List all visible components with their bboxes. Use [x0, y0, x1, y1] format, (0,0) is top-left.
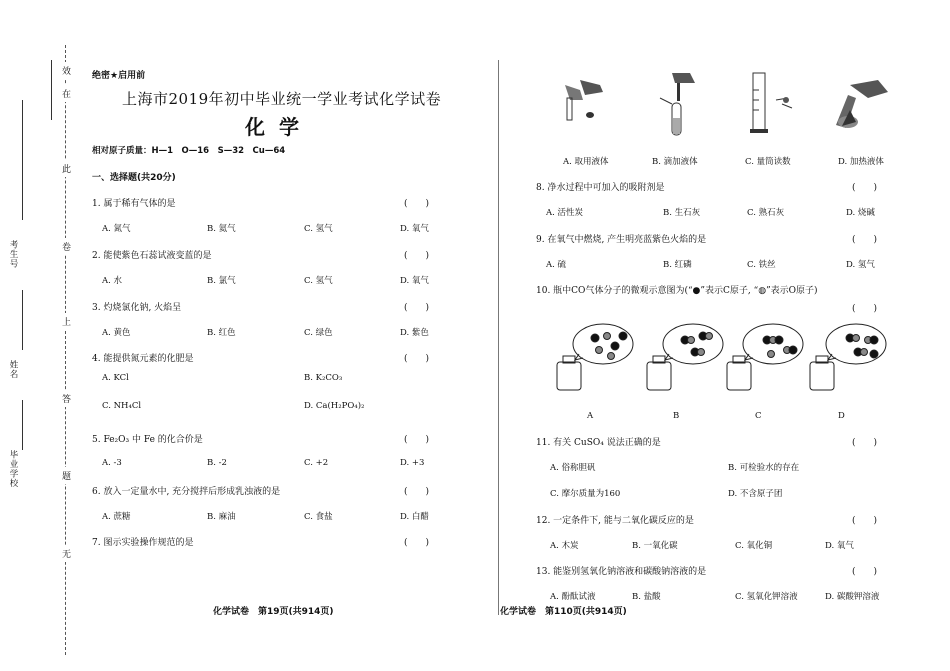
answer-option: B. -2 [207, 458, 227, 468]
q7-illustration-a [555, 70, 615, 130]
answer-option: B. 可检验水的存在 [728, 463, 800, 473]
answer-option: D. 白醋 [400, 512, 429, 522]
answer-option: C. 氢气 [304, 224, 333, 234]
q7-option: A. 取用液体 [563, 157, 609, 167]
answer-option: C. 绿色 [304, 328, 333, 338]
answer-paren: ( ) [852, 183, 878, 193]
question-stem: 10. 瓶中CO气体分子的微观示意图为(“●”表示C原子, “◍”表示O原子) [536, 286, 818, 296]
q7-option: D. 加热液体 [838, 157, 884, 167]
field-line-2 [22, 290, 23, 350]
answer-option: B. 氯气 [207, 276, 236, 286]
carbon-atom [870, 350, 878, 358]
oxygen-atom [768, 351, 775, 358]
oxygen-atom [706, 333, 713, 340]
subject-title: 化学 [245, 115, 313, 139]
seal-char: 在 [62, 85, 71, 102]
oxygen-atom [853, 335, 860, 342]
answer-option: D. 不含原子团 [728, 489, 783, 499]
oxygen-atom [604, 333, 611, 340]
q10-figure [645, 322, 725, 392]
question-stem: 11. 有关 CuSO₄ 说法正确的是 [536, 438, 661, 448]
answer-option: D. 氢气 [846, 260, 875, 270]
question-stem: 1. 属于稀有气体的是 [92, 199, 176, 209]
exam-title: 上海市2019年初中毕业统一学业考试化学试卷 [122, 90, 442, 108]
answer-paren: ( ) [404, 251, 430, 261]
footer-right: 化学试卷 第110页(共914页) [500, 607, 627, 617]
answer-option: B. 一氧化碳 [632, 541, 678, 551]
answer-paren: ( ) [852, 438, 878, 448]
carbon-atom [591, 334, 599, 342]
oxygen-atom [608, 353, 615, 360]
oxygen-atom [861, 349, 868, 356]
carbon-atom [789, 346, 797, 354]
answer-option: D. 紫色 [400, 328, 429, 338]
question-stem: 3. 灼烧氯化钠, 火焰呈 [92, 303, 182, 313]
answer-paren: ( ) [404, 435, 430, 445]
answer-option: A. -3 [102, 458, 122, 468]
answer-option: B. 盐酸 [632, 592, 661, 602]
answer-option: A. 蔗糖 [102, 512, 131, 522]
q10-figure [808, 322, 888, 392]
seal-char: 卷 [62, 238, 71, 255]
q7-option: C. 量筒读数 [745, 157, 791, 167]
answer-option: A. 硫 [546, 260, 567, 270]
q10-figure [555, 322, 635, 392]
q10-label: D [838, 411, 845, 421]
answer-option: C. 熟石灰 [747, 208, 785, 218]
oxygen-atom [688, 337, 695, 344]
q7-option: B. 滴加液体 [652, 157, 698, 167]
answer-paren: ( ) [852, 304, 878, 314]
answer-paren: ( ) [404, 538, 430, 548]
answer-option: C. 氢氧化钾溶液 [735, 592, 798, 602]
answer-option: C. 氢气 [304, 276, 333, 286]
section-heading: 一、选择题(共20分) [92, 173, 176, 183]
answer-paren: ( ) [852, 516, 878, 526]
field-exam-number: 考生号 [8, 240, 18, 269]
field-name: 姓名 [8, 360, 18, 379]
carbon-atom [775, 336, 783, 344]
answer-option: D. Ca(H₂PO₄)₂ [304, 401, 365, 411]
answer-option: D. 氧气 [400, 224, 429, 234]
seal-char: 答 [62, 390, 71, 407]
question-stem: 2. 能使紫色石蕊试液变蓝的是 [92, 251, 212, 261]
answer-option: B. 氦气 [207, 224, 236, 234]
answer-option: B. 红磷 [663, 260, 692, 270]
center-divider [498, 60, 499, 615]
secret-label: 绝密★启用前 [92, 71, 146, 81]
answer-paren: ( ) [404, 199, 430, 209]
answer-option: A. 黄色 [102, 328, 131, 338]
field-line-3 [22, 400, 23, 450]
seal-char: 题 [62, 467, 71, 484]
seal-char: 上 [62, 313, 71, 330]
carbon-atom [619, 332, 627, 340]
answer-option: B. 红色 [207, 328, 236, 338]
answer-option: C. 摩尔质量为160 [550, 489, 621, 499]
q7-illustration-d [828, 70, 893, 135]
answer-option: B. 麻油 [207, 512, 236, 522]
q7-illustration-c [748, 70, 798, 135]
q10-label: A [587, 411, 594, 421]
seal-char: 效 [62, 62, 71, 79]
answer-option: A. 水 [102, 276, 123, 286]
question-stem: 5. Fe₂O₃ 中 Fe 的化合价是 [92, 435, 203, 445]
answer-option: D. 碳酸钾溶液 [825, 592, 880, 602]
atomic-mass-note: 相对原子质量：H—1 O—16 S—32 Cu—64 [92, 146, 286, 156]
answer-option: D. 氧气 [825, 541, 854, 551]
question-stem: 6. 放入一定量水中, 充分搅拌后形成乳浊液的是 [92, 487, 281, 497]
carbon-atom [870, 336, 878, 344]
answer-option: A. 氮气 [102, 224, 131, 234]
field-school: 毕业学校 [8, 450, 18, 488]
seal-char: 此 [62, 160, 71, 177]
question-stem: 9. 在氧气中燃烧, 产生明亮蓝紫色火焰的是 [536, 235, 707, 245]
answer-option: A. 木炭 [550, 541, 579, 551]
answer-option: D. 氧气 [400, 276, 429, 286]
seal-char: 无 [62, 545, 71, 562]
answer-option: C. NH₄Cl [102, 401, 142, 411]
answer-option: B. 生石灰 [663, 208, 701, 218]
answer-option: B. K₂CO₃ [304, 373, 343, 383]
answer-option: C. 食盐 [304, 512, 333, 522]
carbon-atom [611, 342, 619, 350]
answer-option: A. 酚酞试液 [550, 592, 596, 602]
answer-paren: ( ) [404, 303, 430, 313]
question-stem: 7. 图示实验操作规范的是 [92, 538, 194, 548]
answer-option: D. +3 [400, 458, 425, 468]
answer-option: C. +2 [304, 458, 329, 468]
question-stem: 4. 能提供氮元素的化肥是 [92, 354, 194, 364]
field-line-1 [22, 100, 23, 220]
answer-option: C. 铁丝 [747, 260, 776, 270]
answer-paren: ( ) [852, 567, 878, 577]
answer-option: A. KCl [102, 373, 129, 383]
answer-paren: ( ) [852, 235, 878, 245]
oxygen-atom [596, 347, 603, 354]
answer-paren: ( ) [404, 487, 430, 497]
footer-left: 化学试卷 第19页(共914页) [213, 607, 334, 617]
binding-line-solid [51, 60, 52, 120]
oxygen-atom [698, 349, 705, 356]
answer-option: A. 俗称胆矾 [550, 463, 596, 473]
answer-option: C. 氧化铜 [735, 541, 773, 551]
question-stem: 12. 一定条件下, 能与二氧化碳反应的是 [536, 516, 694, 526]
question-stem: 8. 净水过程中可加入的吸附剂是 [536, 183, 665, 193]
q10-label: C [755, 411, 762, 421]
q10-label: B [673, 411, 680, 421]
q7-illustration-b [650, 68, 700, 138]
answer-option: D. 烧碱 [846, 208, 875, 218]
answer-option: A. 活性炭 [546, 208, 584, 218]
binding-line-dashed [65, 45, 66, 655]
q10-figure [725, 322, 805, 392]
answer-paren: ( ) [404, 354, 430, 364]
question-stem: 13. 能鉴别氢氧化钠溶液和碳酸钠溶液的是 [536, 567, 707, 577]
